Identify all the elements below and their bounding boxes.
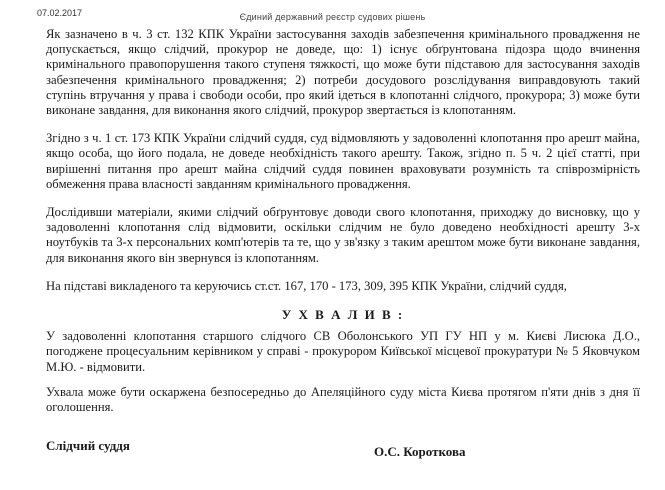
signature-name: О.С. Короткова (374, 444, 466, 459)
paragraph-legal-basis: Як зазначено в ч. 3 ст. 132 КПК України застосування заходів забезпечення кримінального провадження не допускається, якщо слідчий, прокурор не доведе, що: 1) існує обґрунтована підозра щодо вчинення кримінального правопорушення такого ступеня тяжкості, що може бути підставою для застосування заходів забезпечення кримінального провадження; 2) потреби досудового розслідування виправдовують такий ступінь втручання у права і свободи особи, про який ідеться в клопотанні слідчого, прокурора; 3) може бути виконане завдання, для виконання якого слідчий, прокурор звертається із клопотанням. (46, 27, 640, 118)
document-body (46, 27, 640, 415)
paragraph-ruling: У задоволенні клопотання старшого слідчого СВ Оболонського УП ГУ НП у м. Києві Лисюка Д.О., погоджене процесуальним керівником у справі - прокурором Київської місцевої прокуратури № 5 Яковчуком М.Ю. - відмовити. (46, 329, 640, 374)
ruling-title: У Х В А Л И В : (281, 307, 405, 323)
registry-title: Єдиний державний реєстр судових рішень (239, 12, 426, 22)
paragraph-grounds: На підставі викладеного та керуючись ст.ст. 167, 170 - 173, 309, 395 КПК України, слідчий суддя, (46, 278, 567, 293)
signature-role: Слідчий суддя (46, 438, 130, 453)
paragraph-article-173: Згідно з ч. 1 ст. 173 КПК України слідчий суддя, суд відмовляють у задоволенні клопотання про арешт майна, якщо особа, що його подала, не доведе необхідність такого арешту. Також, згідно п. 5 ч. 2 цієї статті, при вирішенні питання про арешт майна слідчий суддя повинен враховувати розумність та співрозмірність обмеження права власності завданням кримінального провадження. (46, 131, 640, 191)
header-date: 07.02.2017 (37, 8, 83, 18)
paragraph-appeal: Ухвала може бути оскаржена безпосередньо до Апеляційного суду міста Києва протягом п'яти днів з дня її оголошення. (46, 384, 640, 415)
paragraph-conclusion: Дослідивши матеріали, якими слідчий обґрунтовує доводи свого клопотання, приходжу до висновку, що у задоволенні клопотання слід відмовити, оскільки слідчим не було доведено необхідності арешту 3-х ноутбуків та 3-х персональних комп'ютерів та те, що у зв'язку з таким арештом може бути виконане завдання, для виконання якого він звернувся із клопотанням. (46, 205, 640, 265)
